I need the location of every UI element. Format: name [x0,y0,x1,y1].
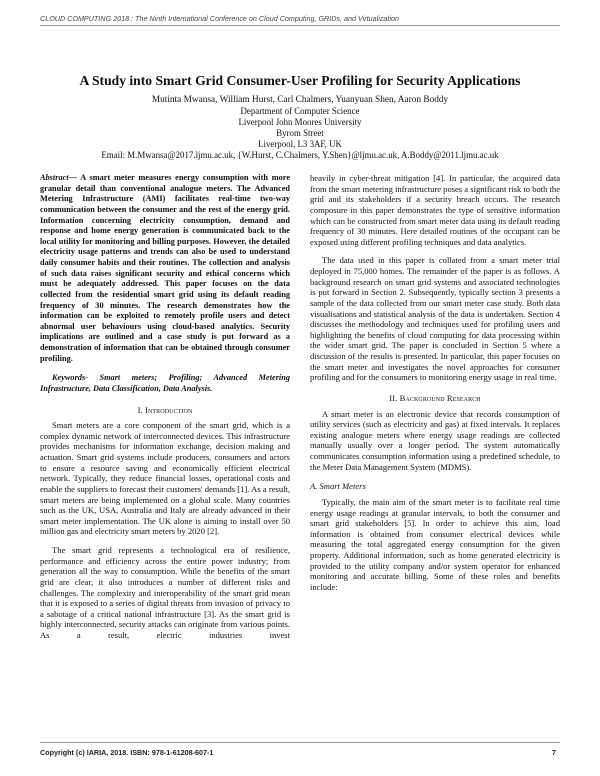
abstract-text: A smart meter measures energy consumption with more granular detail than conventional analogue meters. The Advanced Metering Infrastructure (AMI) facilitates real-time two-way communication between the consumer and the rest of the energy grid. Information concerning electricity consumption, demand and response and home energy generation is communicated back to the local utility for monitoring and billing purposes. However, the detailed electricity usage patterns and trends can also be used to understand daily consumer habits and their routines. The collection and analysis of such data raises significant security and ethical concerns which must be adequately addressed. This paper focuses on the data collected from the residential smart grid using its default reading frequency of 30 minutes. The research demonstrates how the information can be exploited to remotely profile users and detect abnormal user behaviours using cloud-based analytics. Security implications are outlined and a case study is put forward as a demonstration of information that can be obtained through consumer profiling. [40,173,290,363]
author-emails: Email: M.Mwansa@2017.ljmu.ac.uk, {W.Hurst, C.Chalmers, Y.Shen}@ljmu.ac.uk, A.Boddy@2011.ljmu.ac.uk [101,150,499,160]
footer-copyright: Copyright (c) IARIA, 2018. ISBN: 978-1-61208-607-1 [40,748,214,757]
affiliation-city: Liverpool, L3 3AF, UK [258,139,342,149]
paper-title: A Study into Smart Grid Consumer-User Profiling for Security Applications [79,73,521,88]
background-paragraph-1: A smart meter is an electronic device that records consumption of utility services (such as electricity and gas) at fixed intervals. It replaces existing analogue meters where energy usage readings are collected manually usually over a longer period. The system automatically communicates consumption information using a predefined schedule, to the Meter Data Management System (MDMS). [310,408,560,472]
footer-rule [40,742,560,743]
left-column [40,173,290,641]
section-heading-introduction: I. Introduction [137,404,193,415]
intro-paragraph-2-continued: heavily in cyber-threat mitigation [4]. In particular, the acquired data from the smart metering infrastructure poses a significant risk to both the grid and its stakeholders if a security breach occurs. The research composure in this paper demonstrates the type of sensitive information which can be constructed from smart meter data using its default reading frequency of 30 minutes. Here detailed routines of the occupant can be exposed using different profiling techniques and data analytics. [310,173,560,247]
affiliation-department: Department of Computer Science [240,106,360,116]
section-heading-background: II. Background Research [389,392,481,403]
author-list: Mutinta Mwansa, William Hurst, Carl Chalmers, Yuanyuan Shen, Aaron Boddy [151,95,449,105]
background-paragraph-2: Typically, the main aim of the smart meter is to facilitate real time energy usage readings at granular intervals, to both the consumer and smart grid stakeholders [5]. In order to achieve this aim, load information is obtained from consumer electrical devices while measuring the total aggregated energy consumption for the given property. Additional information, such as home generated electricity is provided to the utility company and/or system operator for enhanced monitoring and accurate billing. Some of these roles and benefits include: [310,496,560,592]
right-column [310,173,560,593]
affiliation-university: Liverpool John Moores University [238,117,362,127]
header-rule [40,25,560,26]
running-header: CLOUD COMPUTING 2018 : The Ninth International Conference on Cloud Computing, GRIDs, and Virtualization [40,14,400,23]
page-number: 7 [552,748,556,757]
keywords: Keywords- Smart meters; Profiling; Advanced Metering Infrastructure, Data Classification, Data Analysis. [40,373,290,393]
intro-paragraph-2: The smart grid represents a technological era of resilience, performance and efficiency across the entire power industry; from generation all the way to consumption. While the benefits of the smart grid are clear, it also introduces a number of different risks and challenges. The complexity and interoperability of the smart grid mean that it is exposed to a series of digital threats from invasion of privacy to a sabotage of a critical national infrastructure [3]. As the smart grid is highly interconnected, security attacks can originate from various points. As a result, electric industries invest [40,545,290,640]
intro-paragraph-1: Smart meters are a core component of the smart grid, which is a complex dynamic network of interconnected devices. This infrastructure provides mechanisms for information exchange, decision making and actuation. Smart grid systems include producers, consumers and actors to ensure a resource saving and economically efficient electrical network. Typically, they reduce financial losses, operational costs and enable the suppliers to forecast their customers' demands [1]. As a result, smart meters are being implemented on a global scale. Many countries such as the UK, USA, Australia and Italy are already advanced in their smart meter implementation. The UK alone is aiming to install over 50 million gas and electricity smart meters by 2020 [2]. [40,420,290,537]
intro-paragraph-3: The data used in this paper is collated from a smart meter trial deployed in 75,000 homes. The remainder of the paper is as follows. A background research on smart grid systems and associated technologies is put forward in Section 2. Subsequently, typically section 3 presents a sample of the data collected from our smart meter case study. Both data visualisations and statistical analysis of the data is undertaken. Section 4 discusses the methodology and techniques used for profiling users and highlighting the benefits of cloud computing for data processing within the wider smart grid. The paper is concluded in Section 5 where a discussion of the results is presented. In particular, this paper focuses on the smart meter and investigates the novel approaches for consumer profiling and for the consumers to monitoring energy usage in real time. [310,255,560,383]
abstract [40,173,290,364]
abstract-label: Abstract— [40,173,77,182]
author-block [40,95,560,161]
affiliation-street: Byrom Street [276,128,324,138]
subsection-heading-smart-meters: A. Smart Meters [310,481,366,492]
